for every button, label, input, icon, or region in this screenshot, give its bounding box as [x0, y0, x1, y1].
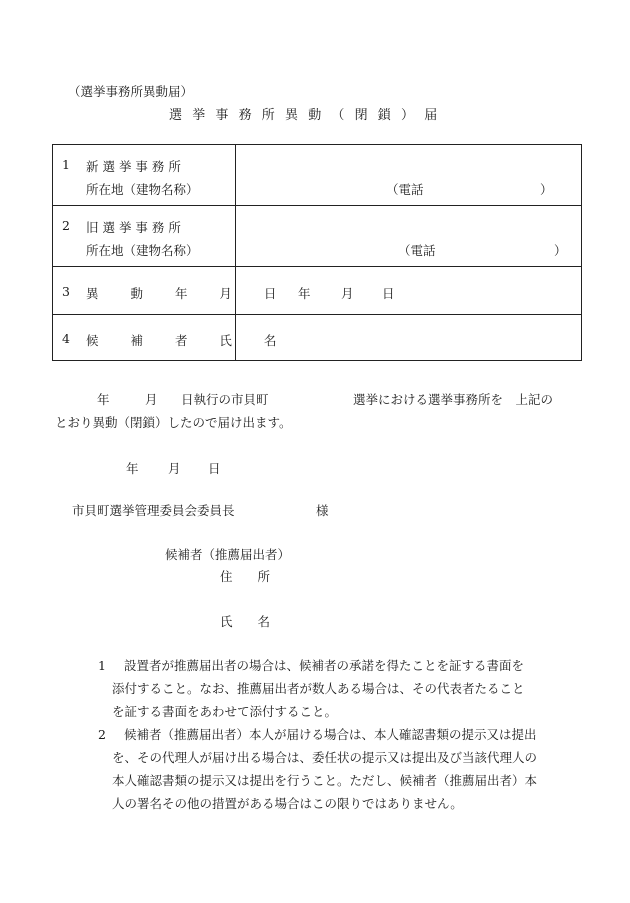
title-char: 動 — [308, 108, 322, 123]
table-row — [53, 206, 582, 267]
date-month: 月 — [341, 286, 354, 301]
table-row — [53, 315, 582, 361]
phone-open: （電話 — [386, 182, 424, 197]
title-char: 挙 — [192, 108, 206, 123]
value-change-date[interactable] — [236, 267, 582, 315]
label-change-date-text: 異 動 年 月 日 — [86, 286, 291, 301]
date-line-day: 日 — [208, 461, 221, 476]
statement-line2: とおり異動（閉鎖）したので届け出ます。 — [55, 415, 292, 430]
note-line: 人の署名その他の措置がある場合はこの限りではありません。 — [112, 796, 463, 811]
addressee: 市貝町選挙管理委員会委員長 — [72, 503, 235, 518]
title-char: 事 — [215, 108, 229, 123]
note-line: 本人確認書類の提示又は提出を行うこと。ただし、候補者（推薦届出者）本 — [112, 773, 538, 788]
label-old-office-top: 旧 選 挙 事 務 所 — [86, 220, 181, 235]
note-line: を、その代理人が届け出る場合は、委任状の提示又は提出及び当該代理人の — [112, 750, 538, 765]
title-char: 閉 — [354, 108, 368, 123]
value-new-office[interactable] — [236, 145, 582, 206]
date-line-year: 年 — [126, 461, 139, 476]
table-row — [53, 145, 582, 206]
date-day: 日 — [382, 286, 395, 301]
label-new-office-bottom: 所在地（建物名称） — [86, 182, 199, 197]
phone-close: ） — [554, 243, 567, 258]
document-tag: （選挙事務所異動届） — [68, 84, 194, 99]
phone-open: （電話 — [398, 243, 436, 258]
title-char: ） — [401, 108, 415, 123]
table-row — [53, 267, 582, 315]
row-number: 3 — [62, 284, 70, 299]
row-number: 2 — [62, 218, 70, 233]
label-old-office — [53, 206, 236, 267]
notes — [98, 654, 580, 815]
phone-close: ） — [540, 182, 553, 197]
title-char: 選 — [169, 108, 183, 123]
addressee-honorific: 様 — [316, 503, 329, 518]
title-char: （ — [331, 108, 345, 123]
title-char: 届 — [424, 108, 438, 123]
title-char: 異 — [285, 108, 299, 123]
label-new-office-top: 新 選 挙 事 務 所 — [86, 159, 181, 174]
label-change-date — [53, 267, 291, 315]
statement-month: 月 — [145, 392, 158, 407]
label-new-office — [53, 145, 236, 206]
note-line: 1 設置者が推薦届出者の場合は、候補者の承諾を得たことを証する書面を — [98, 654, 580, 677]
statement-year: 年 — [97, 392, 110, 407]
applicant-name-label: 氏 名 — [220, 614, 271, 629]
applicant-role: 候補者（推薦届出者） — [165, 547, 291, 562]
label-candidate-name — [53, 315, 291, 361]
statement-part1: 日執行の市貝町 — [181, 392, 269, 407]
note-line: 添付すること。なお、推薦届出者が数人ある場合は、その代表者たること — [112, 681, 525, 696]
statement-part2: 選挙における選挙事務所を 上記の — [353, 392, 554, 407]
value-candidate-name[interactable] — [236, 315, 582, 361]
note-line: を証する書面をあわせて添付すること。 — [112, 704, 338, 719]
label-candidate-name-text: 候 補 者 氏 名 — [86, 333, 291, 348]
note-line: 2 候補者（推薦届出者）本人が届ける場合は、本人確認書類の提示又は提出 — [98, 723, 580, 746]
form-table — [52, 144, 582, 361]
note-number: 1 — [98, 658, 106, 673]
title-char: 所 — [261, 108, 275, 123]
date-line-month: 月 — [168, 461, 181, 476]
applicant-address-label: 住 所 — [220, 569, 271, 584]
label-old-office-bottom: 所在地（建物名称） — [86, 243, 199, 258]
date-year: 年 — [298, 286, 311, 301]
row-number: 1 — [62, 157, 70, 172]
note-number: 2 — [98, 727, 106, 742]
value-old-office[interactable] — [236, 206, 582, 267]
title-char: 務 — [238, 108, 252, 123]
title-char: 鎖 — [377, 108, 391, 123]
row-number: 4 — [62, 331, 70, 346]
